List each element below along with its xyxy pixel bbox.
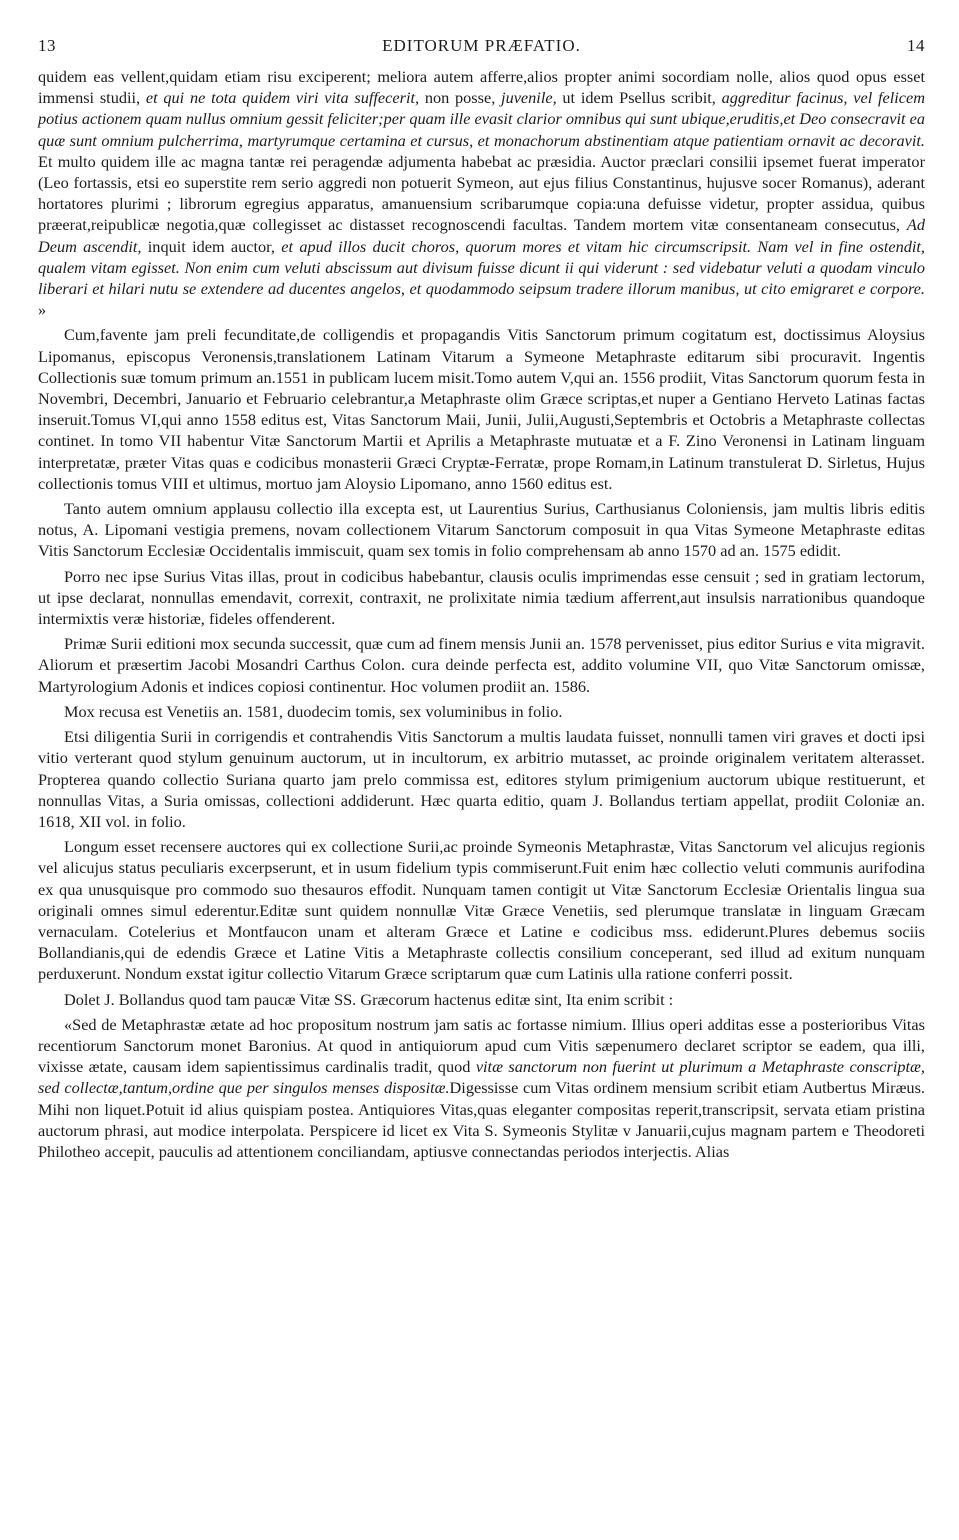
text-run: Digessisse cum Vitas ordinem mensium scribit etiam Autbertus Miræus. Mihi non liquet.Potuit id alius quispiam postea. Antiquiores Vitas,quas eleganter compositas reperit,transcripsit, servata etiam pristina auctorum phrasi, aut modice interpolata. Perspicere id licet ex Vita S. Symeonis Stylitæ v Januarii,cujus magnam partem e Theodoreti Philotheo accepit, pauculis ad attentionem conciliandam, aptiusve connectandas periodos interjectis. Alias <box>38 1078 925 1161</box>
text-run: Et multo quidem ille ac magna tantæ rei peragendæ adjumenta habebat ac præsidia. Auctor præclari consilii ipsemet fuerat imperator (Leo fortassis, etsi eo superstite rem serio aggredi non potuerit Symeon, aut ejus filius Constantinus, hujusve socer Romanus), aderant hortatores plurimi ; librorum egregius apparatus, amanuensium scribarumque copia:una defuisse videtur, propter assidua, quibus præerat,reipublicæ negotia,quæ collegisset ac distasset recognoscendi facultas. Tandem mortem vitæ consentaneam consecutus, <box>38 151 925 235</box>
paragraph <box>38 498 925 562</box>
paragraph <box>38 726 925 832</box>
body-text <box>38 66 925 1162</box>
italic-text: Ad Deum ascendit, <box>38 215 925 256</box>
text-run: Primæ Surii editioni mox secunda successit, quæ cum ad finem mensis Junii an. 1578 pervenisset, pius editor Surius e vita migravit. Aliorum et præsertim Jacobi Mosandri Carthus Colon. cura deinde perfecta est, addito volumine VII, quo Vitæ Sanctorum omissæ, Martyrologium Adonis et indices copiosi continentur. Hoc volumen prodiit an. 1586. <box>38 634 925 696</box>
text-run: quidem eas vellent,quidam etiam risu exciperent; meliora autem afferre,alios propter animi socordiam nolle, alios quod opus esset immensi studii, <box>38 67 925 108</box>
running-title: EDITORUM PRÆFATIO. <box>382 36 581 55</box>
text-run: «Sed de Metaphrastæ ætate ad hoc propositum nostrum jam satis ac fortasse nimium. Illius operi additas esse a posterioribus Vitas recentiorum Sanctorum monet Baronius. At quod in antiquiorum apud cum Vitis sæpenumero declaret scriptor se eadem, qua illi, vixisse ætate, causam idem sapientissimus cardinalis tradit, quod <box>38 1014 925 1077</box>
italic-text: vitæ sanctorum non fuerint ut plurimum a Metaphraste conscriptæ, sed collectæ,tantum,ordine que per singulos menses dispositæ. <box>38 1057 925 1098</box>
italic-text: et qui ne tota quidem viri vita suffecerit, <box>145 88 420 108</box>
text-run: inquit idem auctor, <box>141 236 282 256</box>
italic-text: et apud illos ducit choros, quorum mores et vitam hic circumscripsit. Nam vel in fine ostendit, qualem vitam egisset. Non enim cum veluti abscissum aut divisum fuisse dicunt ii qui viderunt : sed videbatur veluti a quodam vinculo liberari et hilari nutu se extendere ad ducentes angelos, et quodammodo seipsum tradere illorum manibus, ut cito emigraret e corpore. <box>38 236 925 299</box>
running-head <box>38 36 925 62</box>
text-run: » <box>38 300 47 320</box>
text-run: ut idem Psellus scribit, <box>556 88 722 108</box>
paragraph <box>38 1014 925 1162</box>
text-run: Cum,favente jam preli fecunditate,de colligendis et propagandis Vitis Sanctorum primum cogitatum est, doctissimus Aloysius Lipomanus, episcopus Veronensis,translationem Latinam Vitarum a Symeone Metaphraste editarum sibi procuravit. Ingentis Collectionis suæ tomum primum an.1551 in publicam lucem misit.Tomo autem V,qui an. 1556 prodiit, Vitas Sanctorum quorum festa in Novembri, Decembri, Januario et Februario celebrantur,a Metaphraste olim Græce scriptas,et nuper a Gentiano Herveto Latinas factas inseruit.Tomus VI,qui anno 1558 editus est, Vitas Sanctorum Maii, Junii, Julii,Augusti,Septembris et Octobris a Metaphraste collectas continet. In tomo VII habentur Vitæ Sanctorum Martii et Aprilis a Metaphraste mutuatæ et a F. Zino Veronensi in Latinam linguam interpretatæ, præter Vitas quas e codicibus monasterii Græci Cryptæ-Ferratæ, prope Romam,in Latinum transtulerat D. Sirletus, Hujus collectionis tomus VIII et ultimus, mortuo jam Aloysio Lipomano, anno 1560 editus est. <box>38 325 925 493</box>
paragraph <box>38 701 925 722</box>
text-run: Tanto autem omnium applausu collectio illa excepta est, ut Laurentius Surius, Carthusianus Coloniensis, jam multis libris editis notus, A. Lipomani vestigia premens, novam collectionem Vitarum Sanctorum composuit in qua Vitas Symeone Metaphraste editas Vitis Sanctorum Ecclesiæ Occidentalis immiscuit, quam sex tomis in folio comprehensam ab anno 1570 ad an. 1575 edidit. <box>38 499 925 561</box>
text-run: Etsi diligentia Surii in corrigendis et contrahendis Vitis Sanctorum a multis laudata fuisset, nonnulli tamen viri graves et docti ipsi vitio verterant quod stylum genuinum auctorum, ut in incultorum, ex arbitrio mutasset, ac proinde originalem veritatem alterasset. Propterea quando collectio Suriana quarto jam prelo commissa est, editores stylum primigenium auctorum ubique restituerunt, et nonnullas Vitas, a Suria omissas, collectioni addiderunt. Hæc quarta editio, quam J. Bollandus tertiam appellat, prodiit Coloniæ an. 1618, XII vol. in folio. <box>38 727 925 831</box>
paragraph <box>38 324 925 494</box>
paragraph <box>38 566 925 630</box>
page-number-right: 14 <box>906 36 925 55</box>
text-run: Mox recusa est Venetiis an. 1581, duodecim tomis, sex voluminibus in folio. <box>64 701 563 721</box>
paragraph <box>38 836 925 984</box>
italic-text: aggreditur facinus, vel felicem potius actionem quam nullus omnium gessit feliciter;per quam ille evasit clarior omnibus qui sunt ubique,eruditis,et Deo consecravit ea quæ sunt omnium pulcherrima, martyrumque certamina et cursus, et monachorum abstinentiam atque patientiam ornavit ac decoravit. <box>38 88 926 150</box>
text-run: non posse, <box>419 88 502 108</box>
paragraph <box>38 66 925 320</box>
text-run: Longum esset recensere auctores qui ex collectione Surii,ac proinde Symeonis Metaphrastæ, Vitas Sanctorum vel alicujus regionis vel alicujus status peculiaris excerpserunt, et in usum fidelium typis commiserunt.Fuit enim hæc collectio veluti communis aurifodina ex qua unusquisque pro commodo suo thesauros effodit. Nunquam tamen contigit ut Vitæ Sanctorum Ecclesiæ Orientalis lingua sua originali omnes simul ederentur.Editæ sunt quidem nonnullæ Vitæ Græce Venetiis, sed plerumque translatæ in linguam Græcam vernaculam. Cotelerius et Montfaucon unam et alteram Græce et Latine e codicibus mss. ediderunt.Plures debemus sociis Bollandianis,qui de edendis Græce et Latine Vitis a Metaphraste collectis consilium conceperant, sed illud ad exitum nunquam perduxerunt. Nondum exstat igitur collectio Vitarum Græce scriptarum quæ cum Latinis ulla ratione conferri possit. <box>38 837 925 984</box>
paragraph <box>38 989 925 1010</box>
page-number-left: 13 <box>38 36 56 55</box>
italic-text: juvenile, <box>501 88 557 108</box>
text-run: Porro nec ipse Surius Vitas illas, prout in codicibus habebantur, clausis oculis imprimendas esse censuit ; sed in gratiam lectorum, ut ipse declarat, nonnullas emendavit, correxit, contraxit, ne prolixitate nimia tædium afferrent,aut insulsis narrationibus quandoque intermixtis veræ historiæ, fideles offenderent. <box>38 566 925 629</box>
text-run: Dolet J. Bollandus quod tam paucæ Vitæ SS. Græcorum hactenus editæ sint, Ita enim scribit : <box>64 989 674 1009</box>
paragraph <box>38 633 925 697</box>
